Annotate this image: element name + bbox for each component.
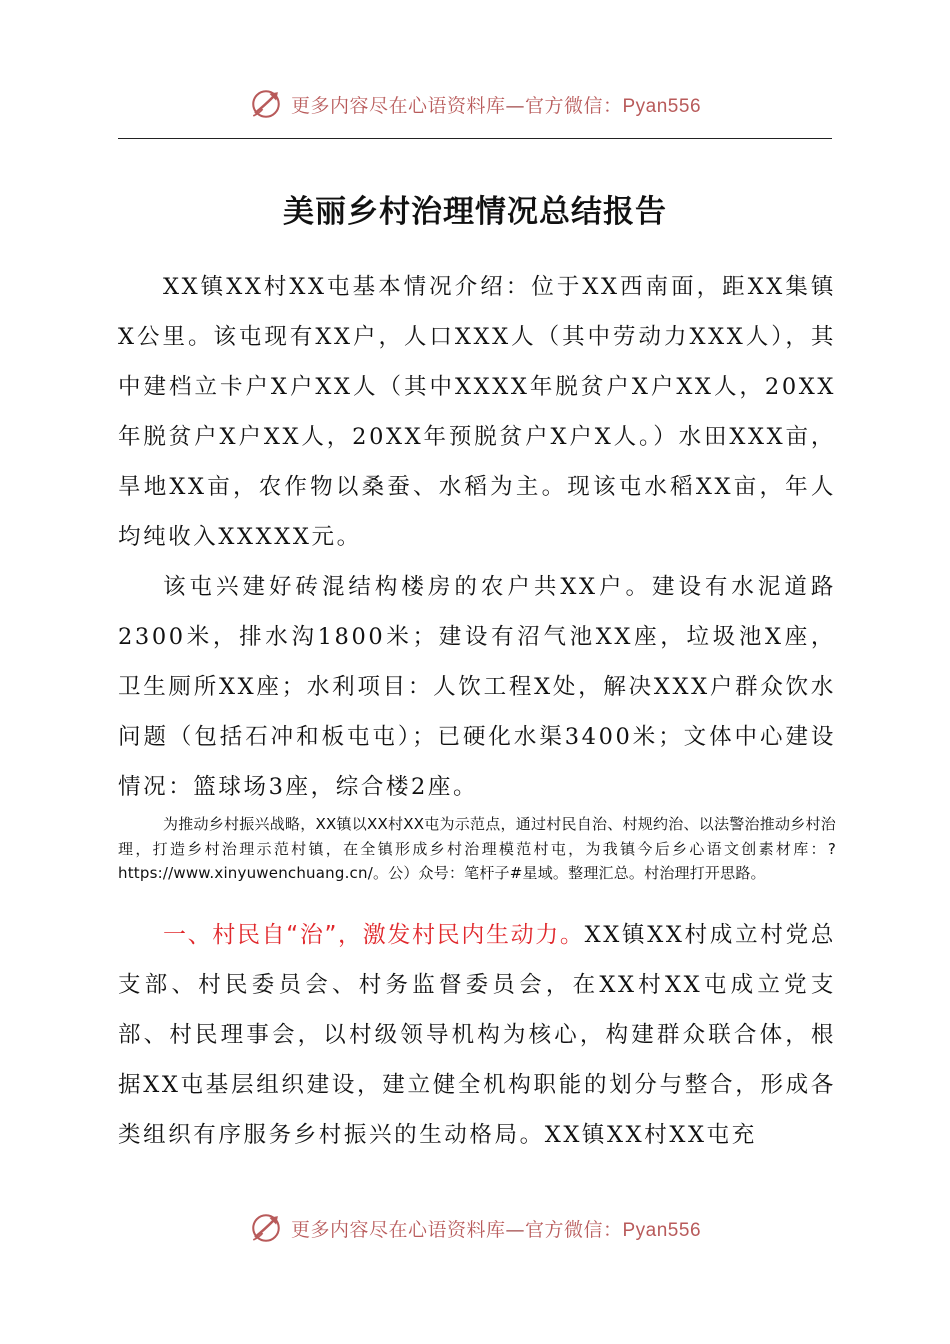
document-title: 美丽乡村治理情况总结报告 xyxy=(283,194,667,230)
footer-brand-separator: — xyxy=(505,1218,525,1241)
section-body: XX镇XX村成立村党总支部、村民委员会、村务监督委员会，在XX村XX屯成立党支部、村民理事会，以村级领导机构为核心，构建群众联合体，根据XX屯基层组织建设，建立健全机构职能的划分与整合，形成各类组织有序服务乡村振兴的生动格局。XX镇XX村XX屯充 xyxy=(118,922,836,1148)
brand-name: 更多内容尽在心语资料库 xyxy=(290,94,506,117)
section-heading: 一、村民自“治”，激发村民内生动力。 xyxy=(163,922,585,948)
footer-official-label: 官方微信： xyxy=(524,1218,623,1241)
paragraph-construction: 该屯兴建好砖混结构楼房的农户共XX户。建设有水泥道路2300米，排水沟1800米；建设有沼气池XX座，垃圾池X座，卫生厕所XX座；水利项目：人饮工程X处，解决XXX户群众饮水问题（包括石冲和板屯屯）；已硬化水渠3400米；文体中心建设情况：篮球场3座，综合楼2座。 xyxy=(118,574,836,800)
footer-brand-line xyxy=(291,1215,701,1242)
brand-watermark xyxy=(249,87,701,121)
brand-line xyxy=(291,91,701,118)
page-header xyxy=(118,84,832,124)
pen-nib-logo-icon xyxy=(249,87,283,121)
footer-brand-name: 更多内容尽在心语资料库 xyxy=(290,1218,506,1241)
page-footer xyxy=(118,1208,832,1248)
header-divider xyxy=(118,138,832,139)
paragraph-section-one xyxy=(118,910,836,1160)
pen-nib-logo-icon xyxy=(249,1211,283,1245)
official-label: 官方微信： xyxy=(524,94,623,117)
paragraph-basic-info: XX镇XX村XX屯基本情况介绍：位于XX西南面，距XX集镇X公里。该屯现有XX户，人口XXX人（其中劳动力XXX人），其中建档立卡户X户XX人（其中XXXX年脱贫户X户XX人，20XX年脱贫户X户XX人，20XX年预脱贫户X户X人。）水田XXX亩，旱地XX亩，农作物以桑蚕、水稻为主。现该屯水稻XX亩，年人均纯收入XXXXX元。 xyxy=(118,274,836,550)
wechat-id: Pyan556 xyxy=(622,95,702,117)
brand-separator: — xyxy=(505,94,525,117)
footer-wechat-id: Pyan556 xyxy=(622,1219,702,1241)
paragraph-strategy: 为推动乡村振兴战略，XX镇以XX村XX屯为示范点，通过村民自治、村规约治、以法警治推动乡村治理，打造乡村治理示范村镇，在全镇形成乡村治理模范村屯，为我镇今后乡心语文创素材库：?https://www.xinyuwenchuang.cn/。公）众号：笔杆子#星域。整理汇总。村治理打开思路。 xyxy=(118,815,836,882)
footer-brand-watermark xyxy=(249,1211,701,1245)
